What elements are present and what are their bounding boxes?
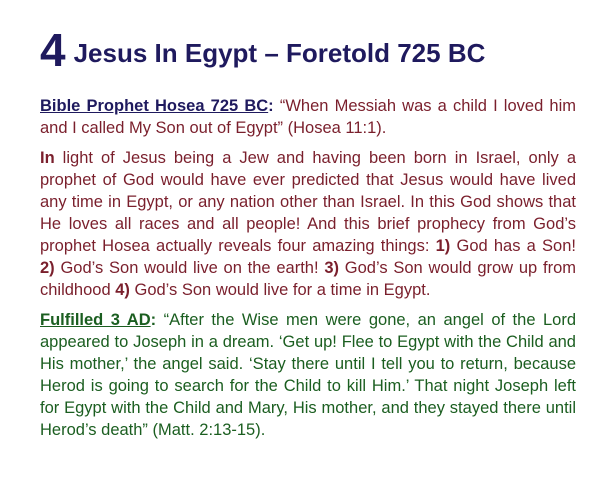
- point-4-marker: 4): [115, 281, 130, 299]
- point-2-text: God’s Son would live on the earth!: [54, 259, 325, 277]
- prophecy-colon: :: [268, 97, 274, 115]
- fulfilled-paragraph: [40, 309, 576, 441]
- prophecy-paragraph: [40, 95, 576, 139]
- point-4-text: God’s Son would live for a time in Egypt.: [129, 281, 431, 299]
- slide-number: 4: [40, 24, 66, 76]
- page-title: [40, 24, 576, 76]
- point-3-text: God’s Son would grow up from childhood: [40, 259, 576, 299]
- point-3-marker: 3): [324, 259, 339, 277]
- fulfilled-quote: “After the Wise men were gone, an angel of the Lord appeared to Joseph in a dream. ‘Get up! Flee to Egypt with the Child and His mother,’ the angel said. ‘Stay there until I tell you to return, because Herod is going to search for the Child to kill Him.’ That night Joseph left for Egypt with the Child and Mary, His mother, and they stayed there until Herod’s death” (Matt. 2:13-15).: [40, 311, 577, 439]
- explanation-paragraph: [40, 147, 576, 301]
- fulfilled-colon: :: [150, 311, 157, 329]
- prophecy-quote: “When Messiah was a child I loved him and I called My Son out of Egypt” (Hosea 11:1).: [40, 97, 576, 137]
- point-2-marker: 2): [40, 259, 55, 277]
- point-1-text: God has a Son!: [450, 237, 576, 255]
- prophecy-label: Bible Prophet Hosea 725 BC: [40, 97, 269, 115]
- slide-title: Jesus In Egypt – Foretold 725 BC: [73, 38, 486, 68]
- fulfilled-label: Fulfilled 3 AD: [40, 311, 151, 329]
- point-1-marker: 1): [435, 237, 451, 255]
- explanation-text: light of Jesus being a Jew and having been born in Israel, only a prophet of God would have ever predicted that Jesus would have lived any time in Egypt, or any nation other than Israel. In this God shows that He loves all races and all people! And this brief prophecy from God’s prophet Hosea actually reveals four amazing things:: [40, 149, 576, 255]
- explanation-lead: In: [40, 149, 55, 167]
